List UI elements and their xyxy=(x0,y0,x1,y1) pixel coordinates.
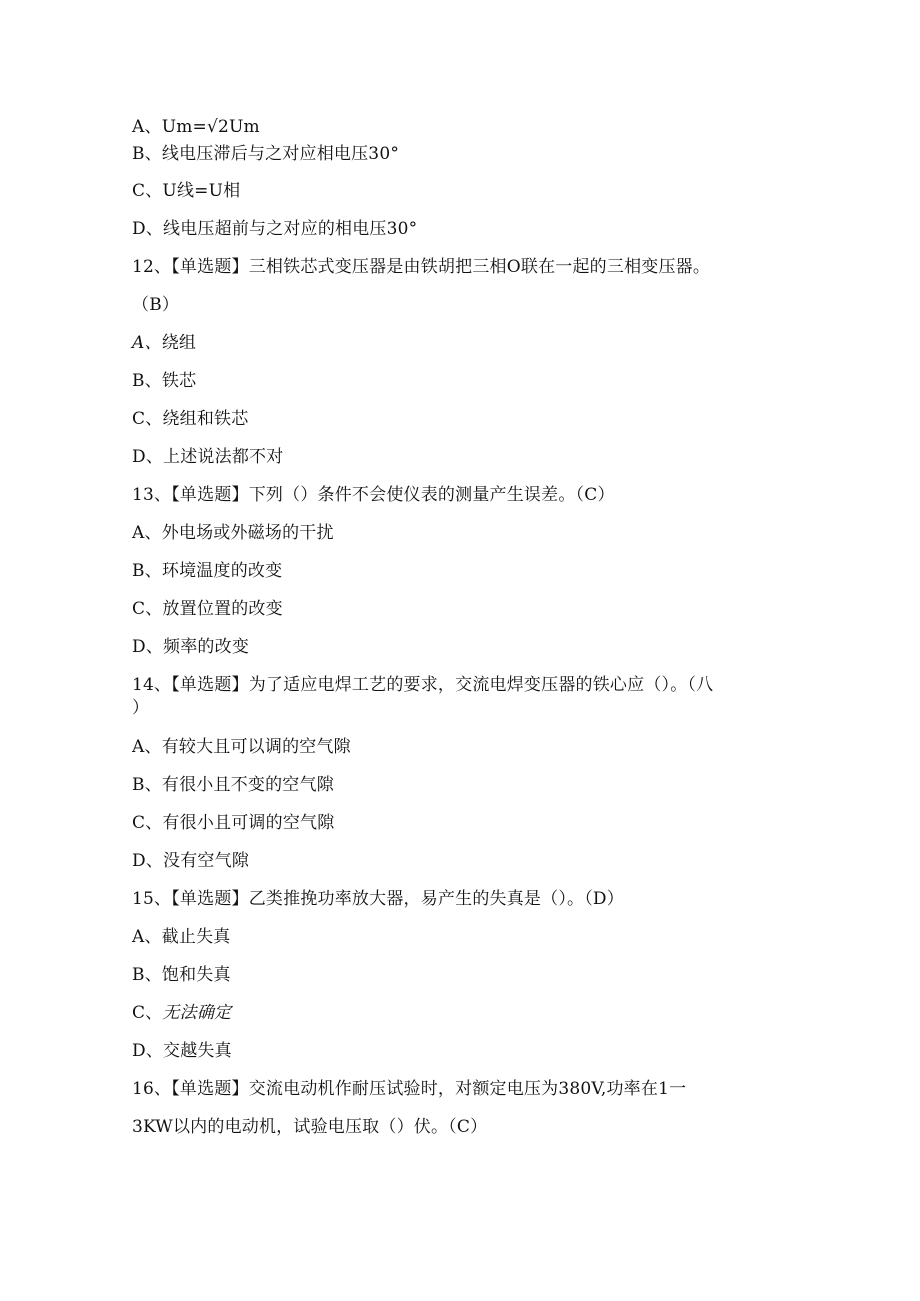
option-b: B、铁芯 xyxy=(132,371,197,391)
option-a: A、外电场或外磁场的干扰 xyxy=(132,523,334,543)
option-b: B、环境温度的改变 xyxy=(132,561,283,581)
option-a: A、绕组 xyxy=(132,333,197,353)
option-d: D、上述说法都不对 xyxy=(132,447,284,467)
question-12-stem: 12、【单选题】三相铁芯式变压器是由铁胡把三相O联在一起的三相变压器。 xyxy=(132,257,711,277)
question-16-stem-continued: 3KW以内的电动机，试验电压取（）伏。（C） xyxy=(132,1117,488,1137)
option-a: A、有较大且可以调的空气隙 xyxy=(132,737,351,757)
option-c: C、无法确定 xyxy=(132,1003,232,1023)
option-c: C、U线=U相 xyxy=(132,181,241,201)
option-b: B、有很小且不变的空气隙 xyxy=(132,775,334,795)
option-d: D、没有空气隙 xyxy=(132,851,250,871)
option-d: D、线电压超前与之对应的相电压30° xyxy=(132,219,418,239)
option-a: A、截止失真 xyxy=(132,927,231,947)
question-14-stem-continued: ） xyxy=(132,698,150,718)
option-a: A、Um=√2Um xyxy=(132,117,260,137)
question-15-stem: 15、【单选题】乙类推挽功率放大器，易产生的失真是（）。（D） xyxy=(132,889,624,909)
question-14-stem: 14、【单选题】为了适应电焊工艺的要求，交流电焊变压器的铁心应（）。（八 xyxy=(132,675,714,695)
option-b: B、饱和失真 xyxy=(132,965,231,985)
option-c: C、放置位置的改变 xyxy=(132,599,283,619)
option-b: B、线电压滞后与之对应相电压30° xyxy=(132,144,400,164)
question-13-stem: 13、【单选题】下列（）条件不会使仪表的测量产生误差。（C） xyxy=(132,485,615,505)
option-d: D、交越失真 xyxy=(132,1041,232,1061)
question-16-stem: 16、【单选题】交流电动机作耐压试验时，对额定电压为380V,功率在1一 xyxy=(132,1079,687,1099)
option-c: C、绕组和铁芯 xyxy=(132,409,249,429)
question-12-answer: （B） xyxy=(132,295,180,315)
option-d: D、频率的改变 xyxy=(132,637,250,657)
option-c: C、有很小且可调的空气隙 xyxy=(132,813,335,833)
